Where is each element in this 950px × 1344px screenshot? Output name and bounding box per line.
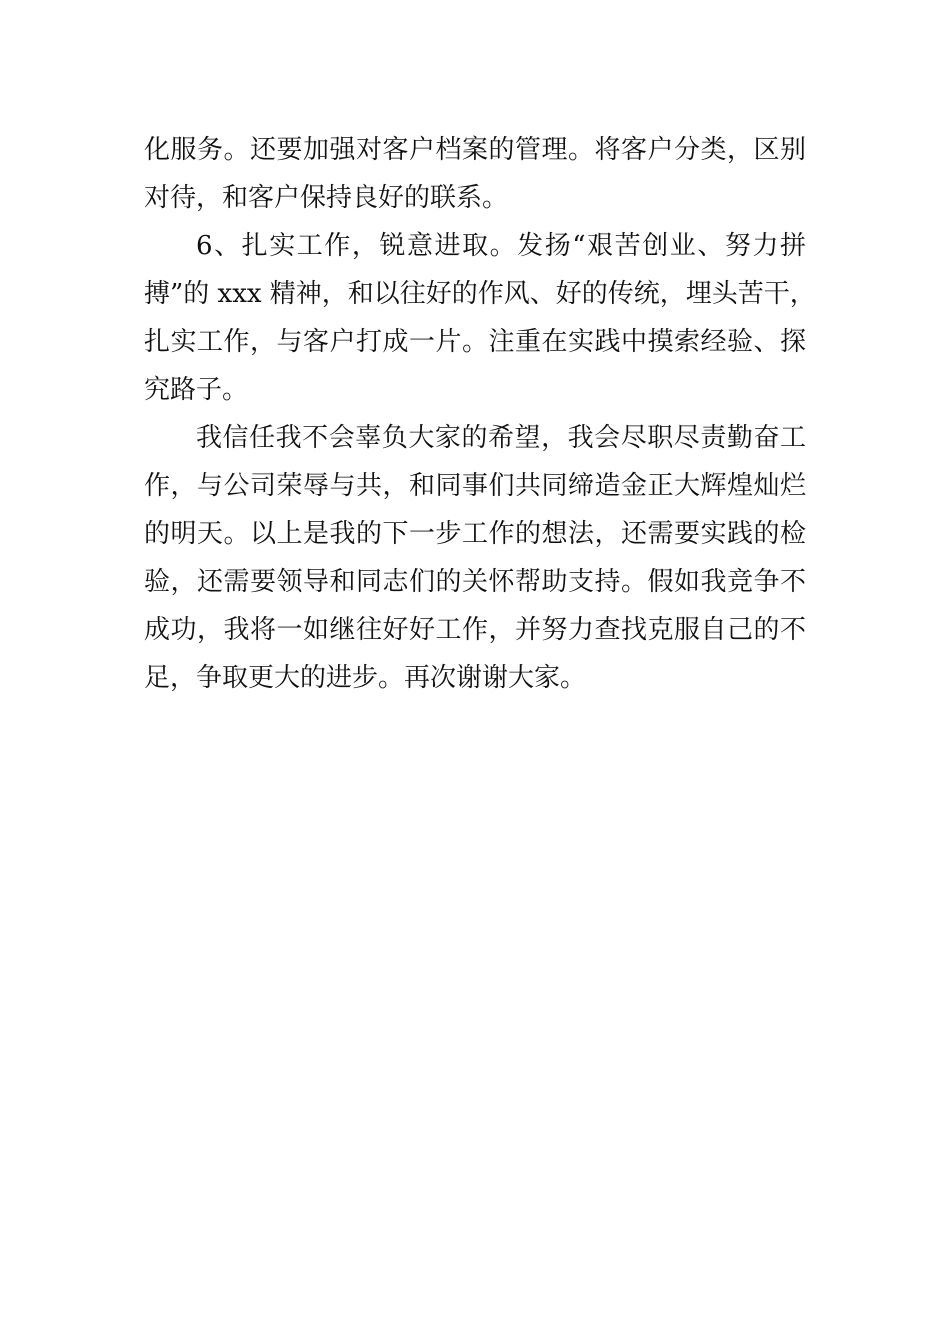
paragraph-closing [144, 414, 806, 702]
text-line: 验，还需要领导和同志们的关怀帮助支持。假如我竞争不 [144, 567, 806, 597]
text-line: 搏”的 xxx 精神，和以往好的作风、好的传统，埋头苦干， [144, 279, 816, 309]
text-line: 成功，我将一如继往好好工作，并努力查找克服自己的不 [144, 615, 806, 645]
text-line: 究路子。 [144, 375, 249, 405]
text-line: 化服务。还要加强对客户档案的管理。将客户分类，区别 [144, 135, 806, 165]
document-body [144, 126, 816, 702]
text-line: 扎实工作，与客户打成一片。注重在实践中摸索经验、探 [144, 327, 806, 357]
text-line: 6、扎实工作，锐意进取。发扬“艰苦创业、努力拼 [196, 231, 806, 261]
paragraph-item-6 [144, 222, 816, 414]
text-line: 的明天。以上是我的下一步工作的想法，还需要实践的检 [144, 519, 806, 549]
text-line: 对待，和客户保持良好的联系。 [144, 183, 509, 213]
paragraph-customer-service [144, 126, 806, 222]
text-line: 作，与公司荣辱与共，和同事们共同缔造金正大辉煌灿烂 [144, 471, 806, 501]
text-line: 足，争取更大的进步。再次谢谢大家。 [144, 663, 587, 693]
text-line: 我信任我不会辜负大家的希望，我会尽职尽责勤奋工 [196, 423, 806, 453]
